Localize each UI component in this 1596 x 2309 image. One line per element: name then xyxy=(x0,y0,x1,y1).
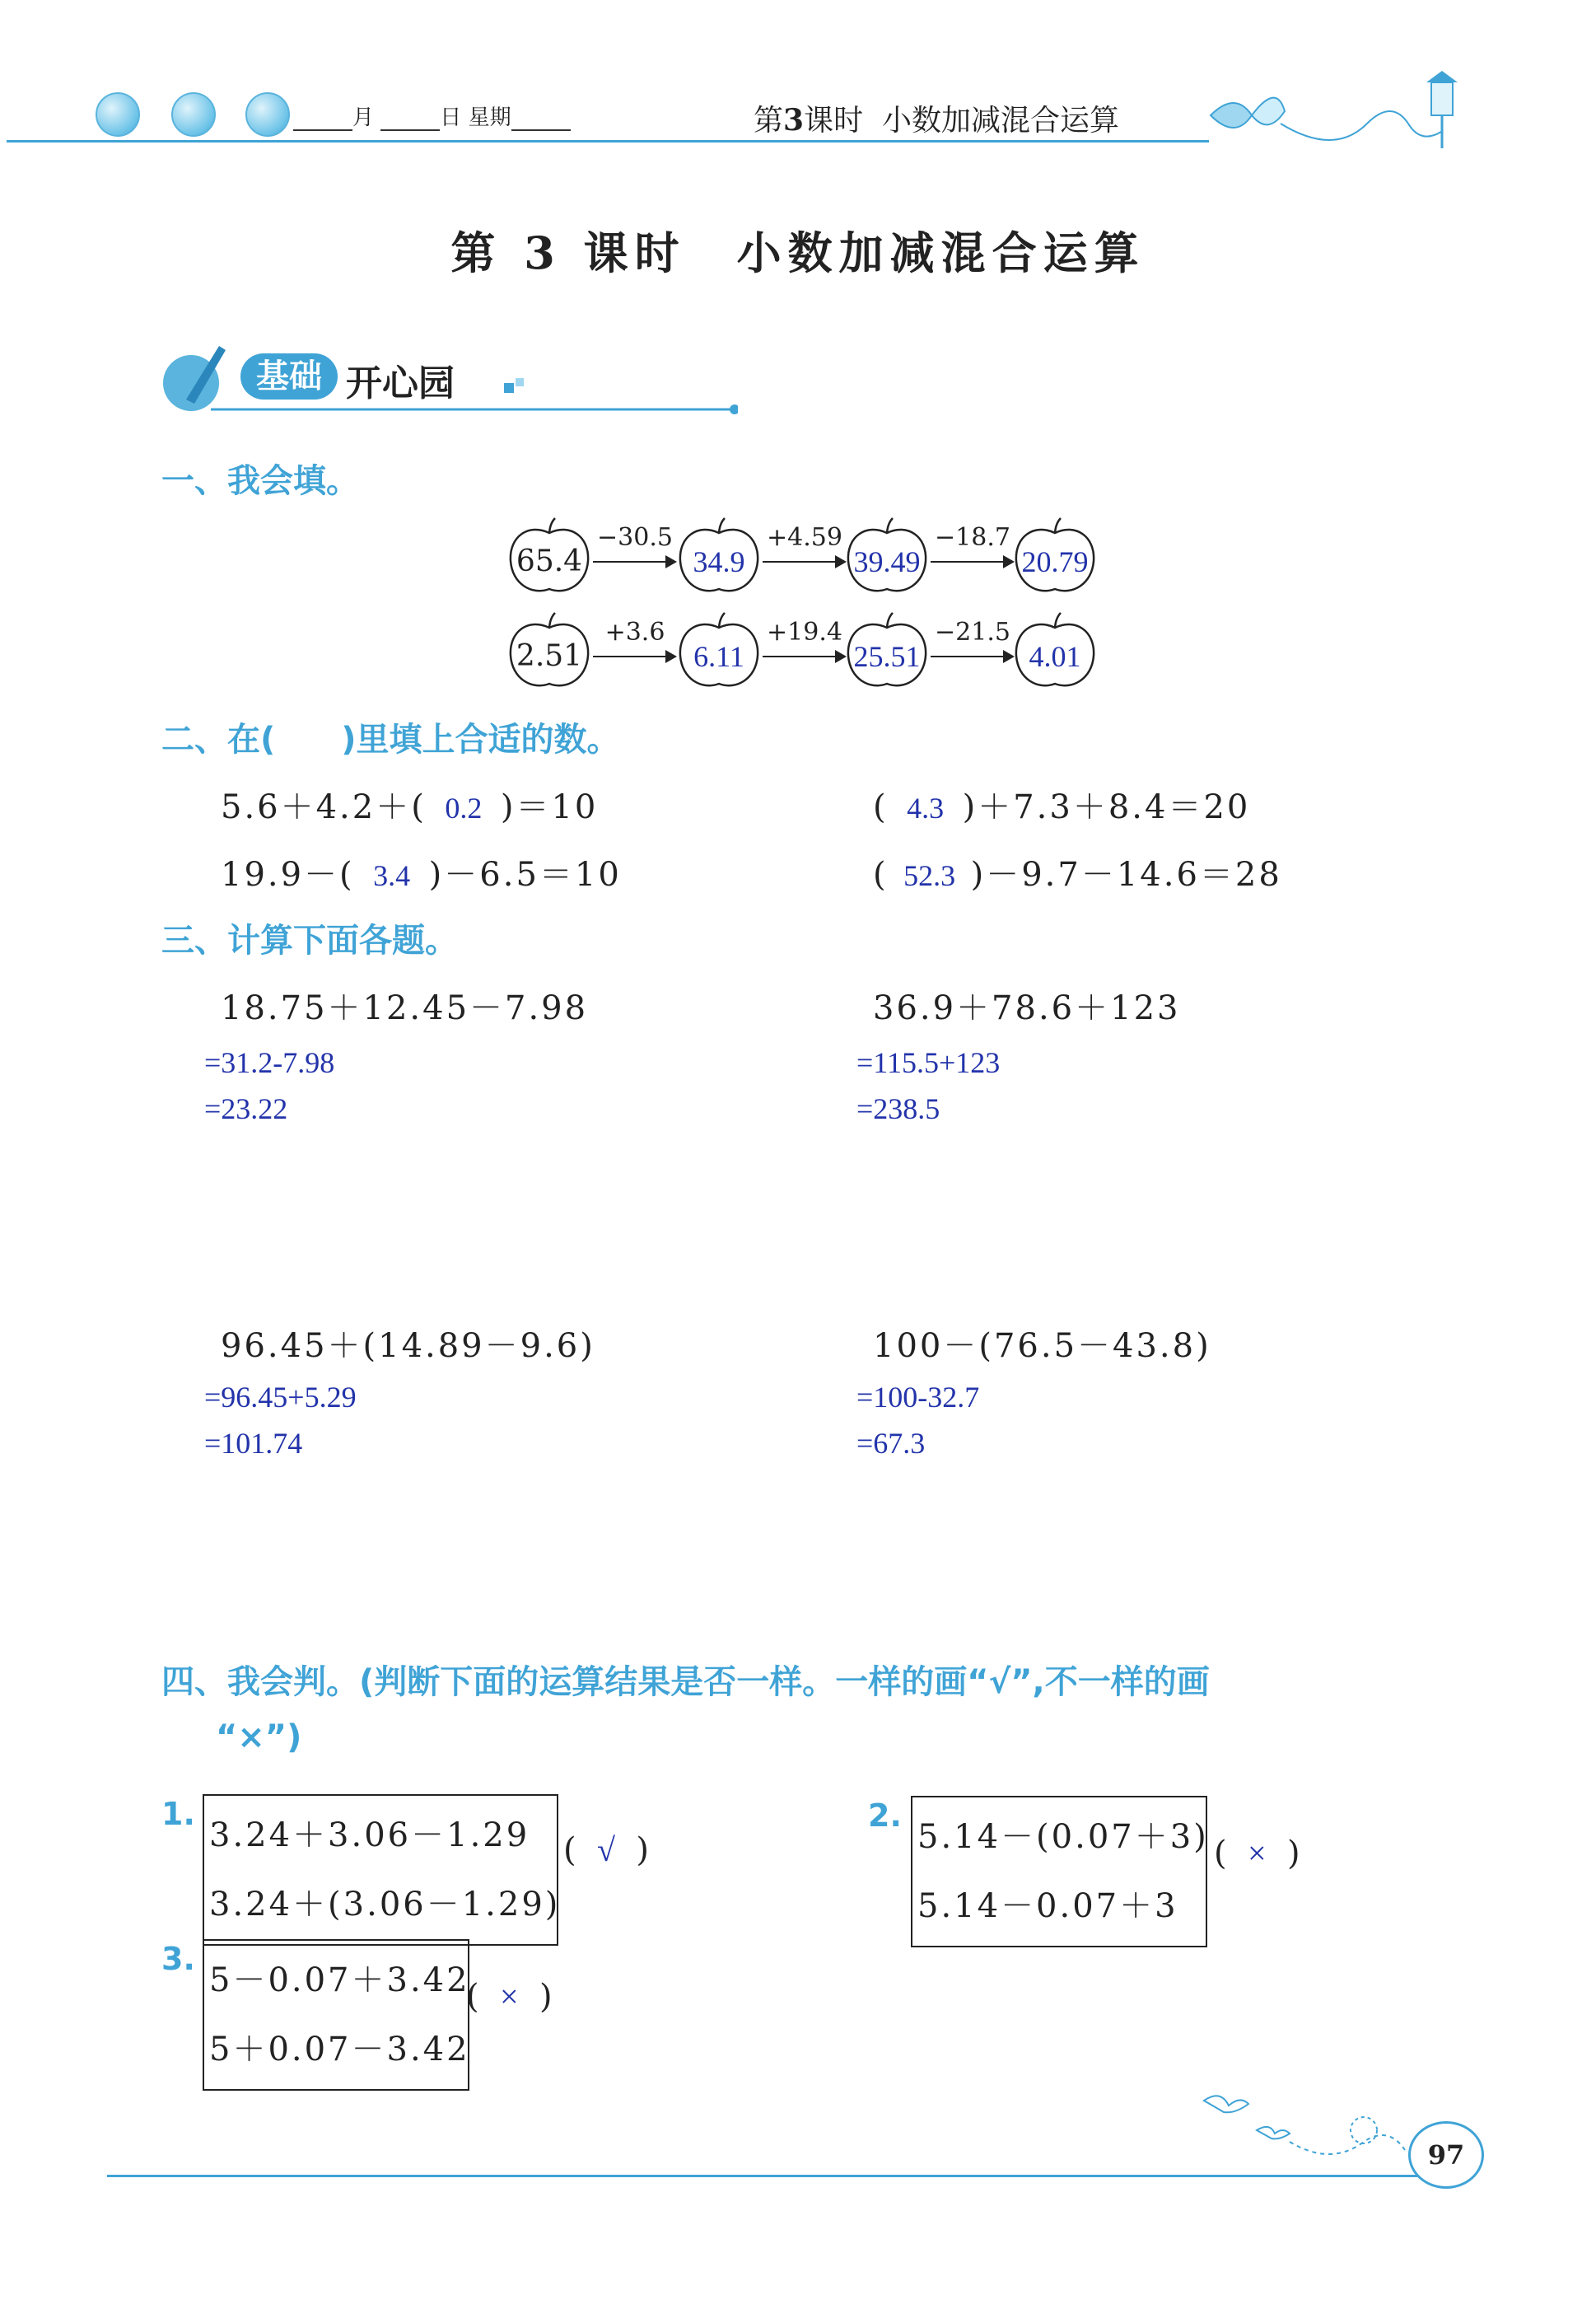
smiley-icon xyxy=(96,92,140,137)
apple-answer: 25.51 xyxy=(853,640,921,673)
apple-1-4 xyxy=(1010,515,1100,597)
calc-question: 36.9＋78.6＋123 xyxy=(873,989,1181,1027)
arrow-icon xyxy=(931,561,1013,563)
operation-label: −18.7 xyxy=(935,523,1010,552)
page-title: 第 3 课时 小数加减混合运算 xyxy=(450,227,1146,279)
calc-steps-4: =100-32.7 =67.3 xyxy=(856,1381,980,1460)
apple-1-2 xyxy=(674,515,764,597)
apple-given-value: 65.4 xyxy=(516,545,583,578)
banner-word-basic: 基础 xyxy=(240,353,338,400)
fill-answer: 52.3 xyxy=(903,859,956,892)
apple-answer: 20.79 xyxy=(1021,545,1089,578)
operation-label: +19.4 xyxy=(767,618,842,647)
banner-word-garden: 开心园 xyxy=(346,362,455,404)
header-rule xyxy=(7,140,1209,143)
calc-steps-3: =96.45+5.29 =101.74 xyxy=(204,1381,357,1460)
fill-item-4: ( 52.3 )－9.7－14.6＝28 xyxy=(873,856,1282,894)
smiley-icon xyxy=(171,92,216,137)
calc-steps-2: =115.5+123 =238.5 xyxy=(856,1046,1001,1125)
page-number: 97 xyxy=(1408,2121,1484,2189)
apple-answer: 6.11 xyxy=(693,640,744,673)
section4-heading-line2: “×”) xyxy=(216,1718,302,1756)
smiley-icon xyxy=(245,92,290,137)
judge-box-3: 5－0.07＋3.42 5＋0.07－3.42 xyxy=(203,1939,469,2091)
birds-decoration xyxy=(1199,2084,1413,2166)
calc-steps-1: =31.2-7.98 =23.22 xyxy=(204,1046,335,1125)
section3-heading: 三、计算下面各题。 xyxy=(161,922,458,960)
arrow-icon xyxy=(593,561,675,563)
header-lesson-title: 第3课时 小数加减混合运算 xyxy=(754,103,1119,138)
apple-answer: 39.49 xyxy=(853,545,921,578)
apple-2-3 xyxy=(842,610,932,692)
calc-item-3 xyxy=(221,1320,595,1367)
arrow-icon xyxy=(763,656,845,657)
section4-heading-line1: 四、我会判。(判断下面的运算结果是否一样。一样的画“√”,不一样的画 xyxy=(161,1663,1210,1701)
apple-1-3 xyxy=(842,515,932,597)
fill-item-3: 19.9－( 3.4 )－6.5＝10 xyxy=(221,856,622,894)
fill-answer: 4.3 xyxy=(907,792,945,825)
section2-heading: 二、在( )里填上合适的数。 xyxy=(161,721,620,759)
weekday-label: 星期 xyxy=(468,105,511,130)
judge-number: 2. xyxy=(868,1797,902,1834)
arrow-icon xyxy=(931,656,1013,657)
judge-answer-2: ( × ) xyxy=(1214,1835,1300,1872)
apple-1-1 xyxy=(504,515,595,597)
judge-box-1: 3.24＋3.06－1.29 3.24＋(3.06－1.29) xyxy=(203,1794,558,1946)
day-label: 日 xyxy=(440,105,462,130)
operation-label: −30.5 xyxy=(597,523,673,552)
arrow-icon xyxy=(763,561,845,563)
calc-question: 96.45＋(14.89－9.6) xyxy=(221,1327,595,1365)
judge-number: 3. xyxy=(161,1941,195,1977)
calc-item-2 xyxy=(873,982,1180,1029)
arrow-icon xyxy=(593,656,675,657)
calc-item-1 xyxy=(221,982,588,1029)
fill-answer: 0.2 xyxy=(445,792,483,825)
fill-item-1: 5.6＋4.2＋( 0.2 )＝10 xyxy=(221,788,599,826)
judge-box-2: 5.14－(0.07＋3) 5.14－0.07＋3 xyxy=(911,1796,1207,1947)
apple-answer: 34.9 xyxy=(693,545,745,578)
operation-label: −21.5 xyxy=(935,618,1010,647)
operation-label: +3.6 xyxy=(604,618,665,647)
judge-number: 1. xyxy=(161,1796,195,1832)
apple-2-2 xyxy=(674,610,764,692)
fill-item-2: ( 4.3 )＋7.3＋8.4＝20 xyxy=(873,788,1251,826)
butterfly-lamp-decoration xyxy=(1202,66,1474,157)
section-banner xyxy=(161,342,738,416)
judge-answer-1: ( √ ) xyxy=(563,1831,650,1869)
calc-item-4 xyxy=(873,1320,1211,1367)
apple-2-1 xyxy=(504,610,595,692)
apple-given-value: 2.51 xyxy=(516,639,583,673)
calc-question: 18.75＋12.45－7.98 xyxy=(221,989,589,1027)
fill-answer: 3.4 xyxy=(373,859,411,892)
section1-heading: 一、我会填。 xyxy=(161,462,359,500)
judge-answer-3: ( × ) xyxy=(466,1978,553,2016)
footer-rule xyxy=(107,2175,1433,2177)
date-fields xyxy=(293,100,571,131)
apple-2-4 xyxy=(1010,610,1100,692)
apple-answer: 4.01 xyxy=(1029,640,1081,673)
calc-question: 100－(76.5－43.8) xyxy=(873,1327,1211,1365)
month-label: 月 xyxy=(352,105,375,130)
operation-label: +4.59 xyxy=(767,523,842,552)
